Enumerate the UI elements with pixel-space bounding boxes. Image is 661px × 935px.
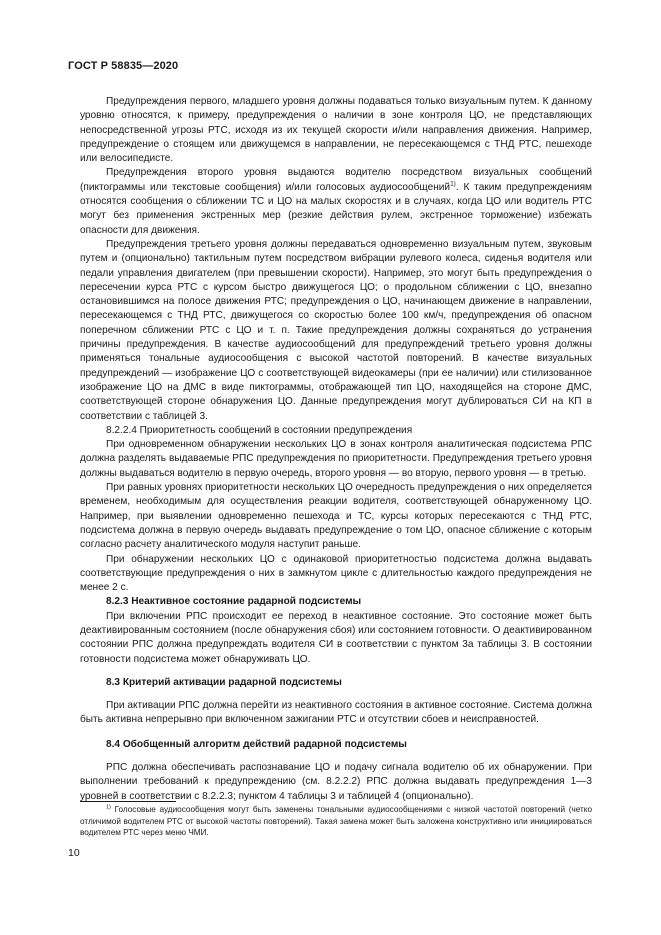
paragraph-text: Предупреждения второго уровня выдаются водителю посредством визуальных сообщений (пиктограммы или текстовые сообщения) и/или голосовых аудиосообщений — [80, 167, 592, 193]
footnote-reference: 1) — [450, 180, 456, 188]
paragraph — [80, 424, 592, 438]
paragraph-text: При активации РПС должна перейти из неактивного состояния в активное состояние. Система должна быть активна непрерывно при включенном зажигании РТС и отсутствии сбоев и неисправностей. — [80, 700, 592, 726]
section-heading — [80, 738, 592, 752]
paragraph-text: 8.2.3 Неактивное состояние радарной подсистемы — [106, 596, 362, 608]
paragraph-text: Предупреждения третьего уровня должны передаваться одновременно визуальным путем, звуковым путем и (опционально) тактильным путем посредством вибрации рулевого колеса, сиденья водителя или педали управления двигателем (при превышении скорости). Например, это могут быть предупреждения о пересечении курса РТС с курсом быстро движущегося ЦО; о продольном сближении с ЦО, внезапно остановившимся на полосе движения РТС; предупреждения о ЦО, начинающем движение в направлении, пересекающемся с ТНД РТС, движущегося со скоростью более 100 км/ч, предупреждения об опасном поперечном сближении РТС с ЦО и т. п. Такие предупреждения должны сохраняться до устранения причины предупреждения. В качестве аудиосообщений для предупреждений третьего уровня должны применяться тональные аудиосообщения с высокой частотой повторений. В качестве визуальных предупреждений — изображение ЦО с соответствующей видеокамеры (при ее наличии) или стилизованное изображение ЦО на ДМС в виде пиктограммы, отображающей тип ЦО, находящейся на стороне ДМС, соответствующей стороне обнаружения ЦО. Данные предупреждения могут дублироваться СИ на КП в соответствии с таблицей 3. — [80, 238, 592, 422]
body-text — [80, 95, 592, 804]
footnote — [80, 804, 592, 839]
section-heading — [80, 595, 592, 609]
paragraph-text: 8.4 Обобщенный алгоритм действий радарной подсистемы — [106, 738, 407, 750]
paragraph-text: При обнаружении нескольких ЦО с одинаковой приоритетностью подсистема должна выдавать соответствующие предупреждения о них в замкнутом цикле с длительностью каждого предупреждения не менее 2 с. — [80, 553, 592, 594]
paragraph — [80, 166, 592, 237]
page-number: 10 — [68, 847, 80, 859]
paragraph — [80, 481, 592, 552]
paragraph-text: 8.3 Критерий активации радарной подсистемы — [106, 676, 342, 688]
paragraph — [80, 610, 592, 667]
footnote-divider — [80, 801, 176, 802]
paragraph-text: Предупреждения первого, младшего уровня должны подаваться только визуальным путем. К данному уровню относятся, к примеру, предупреждения о наличии в зоне контроля ЦО, не представляющих непосредственной угрозы РТС, исходя из их текущей скорости и/или направления движения. Например, предупреждение о стоящем или движущемся в направлении, не пересекающемся с ТНД РТС, пешеходе или велосипедисте. — [80, 96, 592, 165]
paragraph — [80, 699, 592, 728]
footnote-marker: 1) — [106, 804, 111, 811]
paragraph-text-continued: . К таким предупреждениям относятся сообщения о сближении ТС и ЦО на малых скоростях и в случаях, когда ЦО или водитель РТС могут без применения экстренных мер (резкие действия рулем, экстренное торможение) избежать опасности для движения. — [80, 181, 592, 236]
paragraph-text: При равных уровнях приоритетности нескольких ЦО очередность предупреждения о них определяется временем, необходимым для осуществления реакции водителя, соответствующей обнаруженному ЦО. Например, при выявлении одновременно пешехода и ТС, курсы которых пересекаются с ТНД РТС, подсистема должна в первую очередь выдавать предупреждение о том ЦО, опасное сближение с которым согласно расчету аналитического модуля наступит раньше. — [80, 482, 592, 551]
paragraph-text: При включении РПС происходит ее переход в неактивное состояние. Это состояние может быть деактивированным состоянием (после обнаружения сбоя) или состоянием готовности. О деактивированном состоянии РПС должна предупреждать водителя СИ в соответствии с пунктом 3а таблицы 3. В состоянии готовности подсистема может обнаруживать ЦО. — [80, 610, 592, 665]
paragraph-text: 8.2.2.4 Приоритетность сообщений в состоянии предупреждения — [106, 424, 413, 436]
section-heading — [80, 676, 592, 690]
footnote-text: Голосовые аудиосообщения могут быть заменены тональными аудиосообщениями с низкой частотой повторений (четко отличимой водителем РТС от высокой частоты повторений). Такая замена может быть заложена конструктивно или инициироваться водителем РТС через меню ЧМИ. — [80, 805, 592, 837]
paragraph-text: При одновременном обнаружении нескольких ЦО в зонах контроля аналитическая подсистема РПС должна разделять выдаваемые РПС предупреждения по приоритетности. Предупреждения третьего уровня должны выдаваться водителю в первую очередь, второго уровня — во вторую, первого уровня — в третью. — [80, 439, 592, 479]
paragraph-text: РПС должна обеспечивать распознавание ЦО и подачу сигнала водителю об их обнаружении. При выполнении требований к предупреждению (см. 8.2.2.2) РПС должна выдавать предупреждения 1—3 уровней в соответствии с 8.2.2.3; пунктом 4 таблицы 3 и таблицей 4 (опционально). — [80, 762, 592, 802]
paragraph — [80, 95, 592, 166]
standard-header: ГОСТ Р 58835—2020 — [68, 60, 179, 72]
paragraph — [80, 438, 592, 481]
paragraph — [80, 238, 592, 424]
paragraph — [80, 553, 592, 596]
paragraph — [80, 761, 592, 804]
